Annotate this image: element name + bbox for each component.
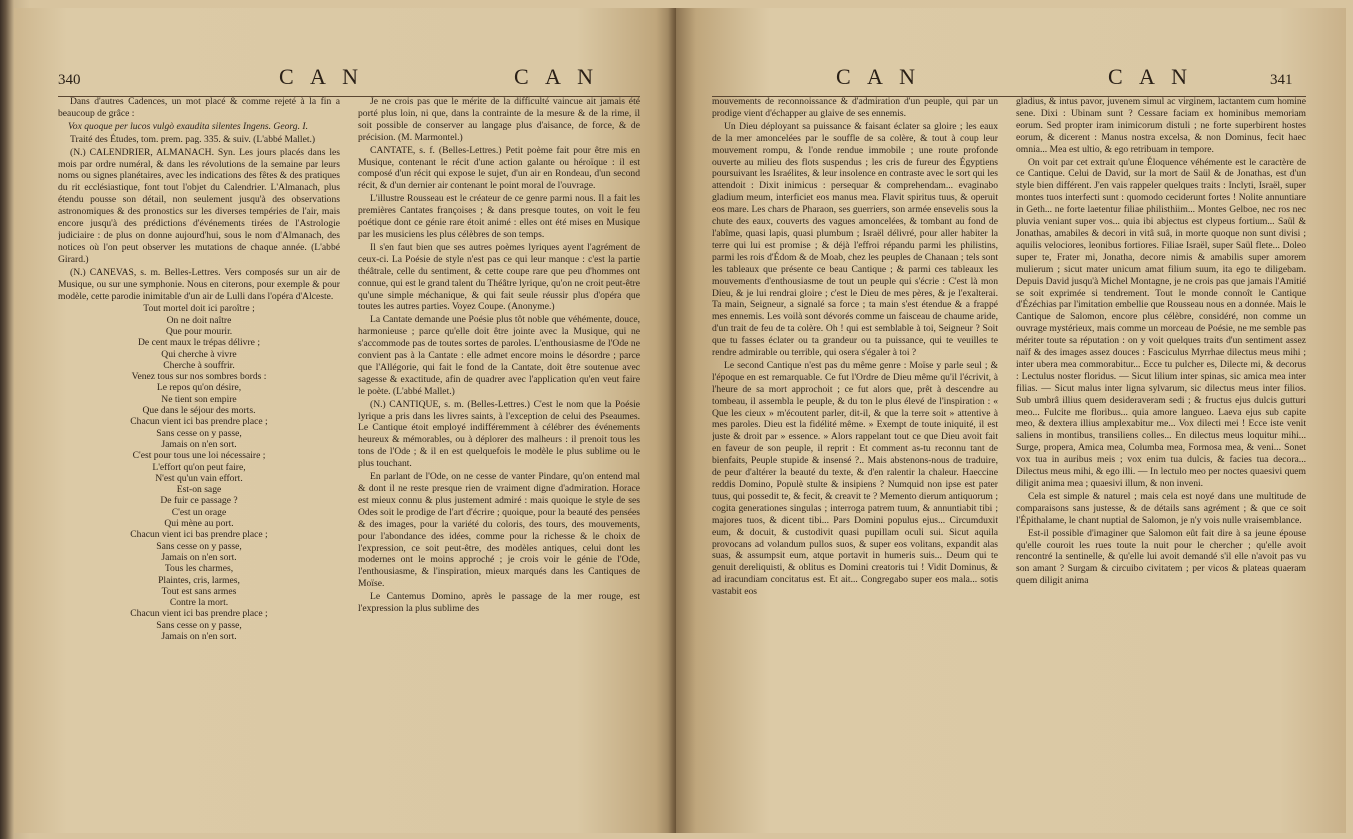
- verse-line: Jamais on n'en sort.: [161, 438, 237, 450]
- paragraph: Est-il possible d'imaginer que Salomon eût fait dire à sa jeune épouse qu'elle couroit les rues toute la nuit pour le chercher ; qu'elle avoit rencontré la sentinelle, & qu'elle lui avoit demandé s'il elle n'avoit pas vu son amant ? Surgam & circuibo civitatem ; per vicos & plateas quaeram quem diligit anima: [1016, 527, 1306, 587]
- verse-line: Le repos qu'on désire,: [156, 382, 242, 394]
- right-column-1: [712, 96, 998, 831]
- verse-block: [58, 303, 340, 642]
- verse-line: Chacun vient ici bas prendre place ;: [130, 529, 268, 541]
- paragraph: On voit par cet extrait qu'une Éloquence véhémente est le caractère de ce Cantique. Celui de David, sur la mort de Saül & de Jonathas, est d'un style bien différent. J'en vais rappeler quelques traits : Inclyti, Israël, super montes tuos interfecti sunt : quomodo ceciderunt fortes ! Nolite annuntiare in Geth... ne forte laetentur filiae philisthiim... Montes Gelboe, nec ros nec pluvia veniant super vos... quia ibi abjectus est clypeus fortium... Saül & Jonathas, amabiles & decori in vitâ suâ, in morte quoque non sunt divisi ; aquilis velociores, leonibus fortiores. Filiae Israël, super Saül flete... Doleo super te, Frater mi, Jonatha, decore nimis & amabilis super amorem mulierum ; sicut mater unicum amat filium suum, ita ego te diligebam. Depuis David jusqu'à Michel Montagne, je ne crois pas que jamais l'Amitié se soit exprimée si tendrement. Tout le monde connoît le Cantique d'Ézéchias par l'imitation embellie que Rousseau nous en a donnée. Mais le Cantique de Salomon, encore plus célèbre, considéré, non comme un ouvrage mystérieux, mais comme un morceau de Poésie, ne me semble pas mériter toute sa réputation : on y voit quelques traits d'un sentiment assez naïf & des images assez douces : Fasciculus Myrrhae dilectus meus mihi ; inter ubera mea commorabitur... Ecce tu pulcher es, Dilecte mi, & decorus : Lectulus noster floridus. — Sicut lilium inter spinas, sic amica mea inter filias. — Sicut malus inter ligna sylvarum, sic dilectus meus inter filios. Sub umbrâ illius quem desideraveram sedi ; & fructus ejus dulcis gutturi meo... Fulcite me floribus... quia amore langueo. Laeva ejus sub capite meo, & dextera illius amplexabitur me... Vox dilecti mei ! Ecce iste venit saliens in montibus, transiliens colles... En dilectus meus loquitur mihi... Surge, propera, Amica mea, Columba mea, Formosa mea, & veni... Sonet vox tua in auribus meis ; vox enim tua dulcis, & facies tua decora... Dilectus meus mihi, & ego illi. — In lectulo meo per noctes quaesivi quem diligit anima mea ; quaesivi illum, & non inveni.: [1016, 156, 1306, 489]
- paragraph: La Cantate demande une Poésie plus tôt noble que véhémente, douce, harmonieuse ; parce qu'elle doit être jointe avec la Musique, qui ne s'accommode pas de toutes sortes de paroles. L'enthousiasme de l'Ode ne convient pas à la Cantate : elle admet encore moins le désordre ; parce que l'Allégorie, qui fait le fond de la Cantate, doit être soutenue avec sagesse & exactitude, afin de quadrer avec l'application qu'en veut faire le poète. (L'abbé Mallet.): [358, 314, 640, 397]
- entry-canevas: (N.) CANEVAS, s. m. Belles-Lettres. Vers composés sur un air de Musique, ou sur une symphonie. Nous en citerons, pour exemple & pour modèle, cette parodie inimitable d'un air de Lulli dans l'opéra d'Alceste.: [58, 266, 340, 302]
- entry-cantique: (N.) CANTIQUE, s. m. (Belles-Lettres.) C'est le nom que la Poésie lyrique a pris dans les livres saints, à l'exception de celui des Pseaumes. Le Cantique étoit employé indifféremment à célébrer des événements heureux & mémorables, ou à déplorer des malheurs : il prenoit tous les tons de l'Ode ; & il en est quelquefois le modèle le plus sublime ou le plus touchant.: [358, 398, 640, 470]
- paragraph: Traité des Études, tom. prem. pag. 335. & suiv. (L'abbé Mallet.): [70, 133, 316, 145]
- paragraph: mouvements de reconnoissance & d'admiration d'un peuple, qui par un prodige vient d'échapper au glaive de ses ennemis.: [712, 96, 998, 119]
- verse-line: Que pour mourir.: [165, 326, 233, 337]
- verse-line: Sans cesse on y passe,: [156, 619, 242, 631]
- verse-line: Contre la mort.: [169, 597, 229, 609]
- verse-line: Jamais on n'en sort.: [161, 631, 237, 643]
- left-column-1: [58, 96, 340, 831]
- verse-line: Sans cesse on y passe,: [156, 427, 242, 439]
- paragraph: Il s'en faut bien que ses autres poèmes lyriques ayent l'agrément de ceux-ci. La Poésie de style n'est pas ce qui leur manque : c'est la partie théâtrale, celle du sentiment, & cette coupe rare que peu d'hommes ont connue, qui est le grand talent du Théâtre lyrique, qu'on ne croit peut-être qu'une simple méchanique, & qui fait seule réussir plus d'opéra que toutes les autres parties. Voyez Coupe. (Anonyme.): [358, 241, 640, 313]
- verse-line: Tout mortel doit ici paroître ;: [143, 303, 255, 315]
- verse-line: Plaintes, cris, larmes,: [158, 574, 240, 586]
- verse-line: De cent maux le trépas délivre ;: [137, 337, 260, 349]
- verse-line: N'est qu'un vain effort.: [155, 472, 243, 484]
- verse-line: Ne tient son empire: [161, 393, 237, 405]
- verse-line: On ne doit naître: [166, 314, 232, 326]
- verse-line: Tous les charmes,: [164, 563, 234, 575]
- paragraph: Dans d'autres Cadences, un mot placé & comme rejeté à la fin a beaucoup de grâce :: [58, 96, 340, 119]
- verse-line: Que dans le séjour des morts.: [142, 405, 256, 417]
- running-head-left-col1: C A N: [279, 64, 365, 89]
- verse-line: L'effort qu'on peut faire,: [152, 461, 246, 473]
- verse-line: De fuir ce passage ?: [160, 495, 238, 507]
- verse-line: Chacun vient ici bas prendre place ;: [130, 608, 268, 620]
- right-page: [676, 8, 1346, 833]
- paragraph: Je ne crois pas que le mérite de la difficulté vaincue ait jamais été porté plus loin, ni que, dans la contrainte de la mesure & de la rime, il soit possible de conserver au langage plus d'aisance, de force, & de précision. (M. Marmontel.): [358, 96, 640, 143]
- running-head-left-col2: C A N: [514, 64, 600, 89]
- paragraph: En parlant de l'Ode, on ne cesse de vanter Pindare, qu'on entend mal & dont il ne reste presque rien de vraiment digne d'admiration. Horace est mieux connu & plus justement admiré : mais quoique le style de ses Odes soit le prodige de l'art d'écrire ; quoique, pour la beauté des pensées & des images, pour la variété du coloris, des tours, des mouvements, pour l'abondance des idées, comme pour la richesse & le choix de l'expression, ce soit peut-être, des modèles antiques, celui dont les modernes ont le moins approché ; je crois voir le génie de l'Ode, l'enthousiasme, & l'inspiration, mieux marqués dans les Cantiques de Moïse.: [358, 471, 640, 590]
- right-column-2: [1016, 96, 1306, 831]
- running-head-right-col1: C A N: [836, 64, 922, 89]
- paragraph: gladius, & intus pavor, juvenem simul ac virginem, lactantem cum homine sene. Dixi : Ubinam sunt ? Cessare faciam ex hominibus memoriam eorum. Sed propter iram inimicorum distuli ; ne forte superbirent hostes eorum, & dicerent : Manus nostra excelsa, & non Dominus, fecit haec omnia... Mea est ultio, & ego retribuam in tempore.: [1016, 96, 1306, 155]
- verse-line: Chacun vient ici bas prendre place ;: [130, 416, 268, 428]
- page-number-right: 341: [1270, 72, 1293, 88]
- verse-line: Jamais on n'en sort.: [161, 551, 237, 563]
- paragraph: Cela est simple & naturel ; mais cela est noyé dans une multitude de comparaisons sans justesse, & de détails sans agrément ; & que ce soit l'Épithalame, le chant nuptial de Salomon, je n'y vois nulle vraisemblance.: [1016, 490, 1306, 526]
- paragraph: Un Dieu déployant sa puissance & faisant éclater sa gloire ; les eaux de la mer amoncelées par le souffle de sa colère, & tout à coup leur mouvement rompu, & l'onde rendue immobile ; une route profonde ouverte au milieu des flots suspendus ; les cris de fureur des Égyptiens poursuivant les Israélites, & leur insolence en contraste avec le sort qui les attendoit : Dixit inimicus : persequar & comprehendam... evaginabo gladium meum, interficiet eos manus mea. Flavit spiritus tuus, & operuit eos mare. Les chars de Pharaon, ses guerriers, son armée ensevelis sous la chute des eaux, couverts des vagues amoncelées, & tombant au fond de l'abîme, quasi lapis, quasi plumbum ; Israël délivré, pour aller habiter la terre qui lui est promise ; & déjà l'effroi répandu parmi les philistins, parmi les rois d'Édom & de Moab, chez les peuples de Chanaan ; tels sont les tableaux que présente ce beau Cantique ; & parmi ces tableaux les mouvements d'enthousiasme de tout un peuple qui s'écrie : C'est là mon Dieu, & je lui rendrai gloire ; c'est le Dieu de mes pères, & je l'exalterai. Ta main, Seigneur, a signalé sa force ; ta main s'est étendue & a frappé mes ennemis. Les voilà sont dévorés comme un faisceau de chaume aride, d'un trait de feu de ta colère. Oh ! qui est semblable à toi, Seigneur ? Soit que tu fasses éclater ou ta grandeur ou ta puissance, qui te veuilles te rendre admirable ou terrible, qui osera s'égaler à toi ?: [712, 120, 998, 359]
- verse-line: C'est pour tous une loi nécessaire ;: [132, 450, 266, 462]
- entry-calendrier: (N.) CALENDRIER, ALMANACH. Syn. Les jours placés dans les mois par ordre numéral, & dans les révolutions de la semaine par leurs noms ou signes planétaires, avec les indications des fêtes & des pratiques du rit ecclésiastique, font tout l'objet du Calendrier. L'Almanach, plus étendu pousse son détail, non seulement jusqu'à des observations astronomiques & des pronostics sur les diverses tempéries de l'air, mais encore jusqu'à des prédictions d'événements tirées de l'Astrologie judiciaire : de plus on donne aujourd'hui, sous le nom d'Almanach, des notices où l'on peut observer les mutations de chaque année. (L'abbé Girard.): [58, 146, 340, 265]
- left-column-2: [358, 96, 640, 831]
- verse-line: C'est un orage: [171, 506, 227, 518]
- verse-line: Tout est sans armes: [161, 585, 237, 597]
- entry-cantate: CANTATE, s. f. (Belles-Lettres.) Petit poème fait pour être mis en Musique, contenant le récit d'une action galante ou héroïque : il est composé d'un récit qui expose le sujet, d'un air en Rondeau, d'un second récit, & d'un dernier air contenant le point moral de l'ouvrage.: [358, 144, 640, 192]
- running-head-right-col2: C A N: [1108, 64, 1194, 89]
- verse-line: Sans cesse on y passe,: [156, 540, 242, 552]
- paragraph: L'illustre Rousseau est le créateur de ce genre parmi nous. Il a fait les premières Cantates françoises ; & dans presque toutes, on voit le feu poétique dont ce génie rare étoit animé : elles ont été mises en Musique par les musiciens les plus célèbres de son temps.: [358, 193, 640, 240]
- verse-line: Cherche à souffrir.: [163, 359, 235, 371]
- page-number-left: 340: [58, 72, 81, 88]
- verse-line: Qui cherche à vivre: [161, 348, 237, 360]
- left-page: [14, 8, 676, 833]
- verse-line: Venez tous sur nos sombres bords :: [131, 371, 267, 383]
- verse-line: Qui mène au port.: [164, 518, 234, 530]
- verse-line: Est-on sage: [176, 484, 222, 496]
- paragraph: Le second Cantique n'est pas du même genre : Moïse y parle seul ; & l'époque en est remarquable. Ce fut l'Ordre de Dieu même qu'il l'écrivit, à l'heure de sa mort approchoit ; ce fut alors que, prêt à descendre au tombeau, il assembla le peuple, & du ton le plus élevé de l'inspiration : « Que les cieux » m'écoutent parler, dit-il, & que la terre soit » attentive à mes paroles. Dieu est la fidélité même. » Exempt de toute iniquité, il est juste & droit par » essence. » Alors rappelant tout ce que Dieu avoit fait en faveur de son peuple, il reprit : Et comment as-tu reconnu tant de bienfaits, Peuple stupide & insensé ?.. Mais abstenons-nous de traduire, de peur d'altérer la beauté du texte, & d'en ralentir la chaleur. Haeccine reddis Domino, Populè stulte & insipiens ? Numquid non ipse est pater tuus, qui possedit te, & fecit, & creavit te ? Memento dierum antiquorum ; cogita generationes singulas ; interroga patrem tuum, & annuntiabit tibi ; majores tuos, & dicent tibi... Pars Domini populus ejus... Circumduxit eum, & docuit, & custodivit quasi pupillam oculi sui. Sicut aquila provocans ad volandum pullos suos, & super eos volitans, expandit alas suas, & assumpsit eum, atque portavit in humeris suis... Deum qui te genuit dereliquisti, & oblitus es Domini creatoris tui ! Vidit Dominus, & ad iracundiam concitatus est. Et ait... Congregabo super eos mala... sotis vastabit eos: [712, 359, 998, 598]
- paragraph: Le Cantemus Domino, après le passage de la mer rouge, est l'expression la plus sublime des: [358, 591, 640, 615]
- latin-quote: Vox quoque per lucos vulgò exaudita silentes Ingens. Georg. I.: [68, 120, 308, 132]
